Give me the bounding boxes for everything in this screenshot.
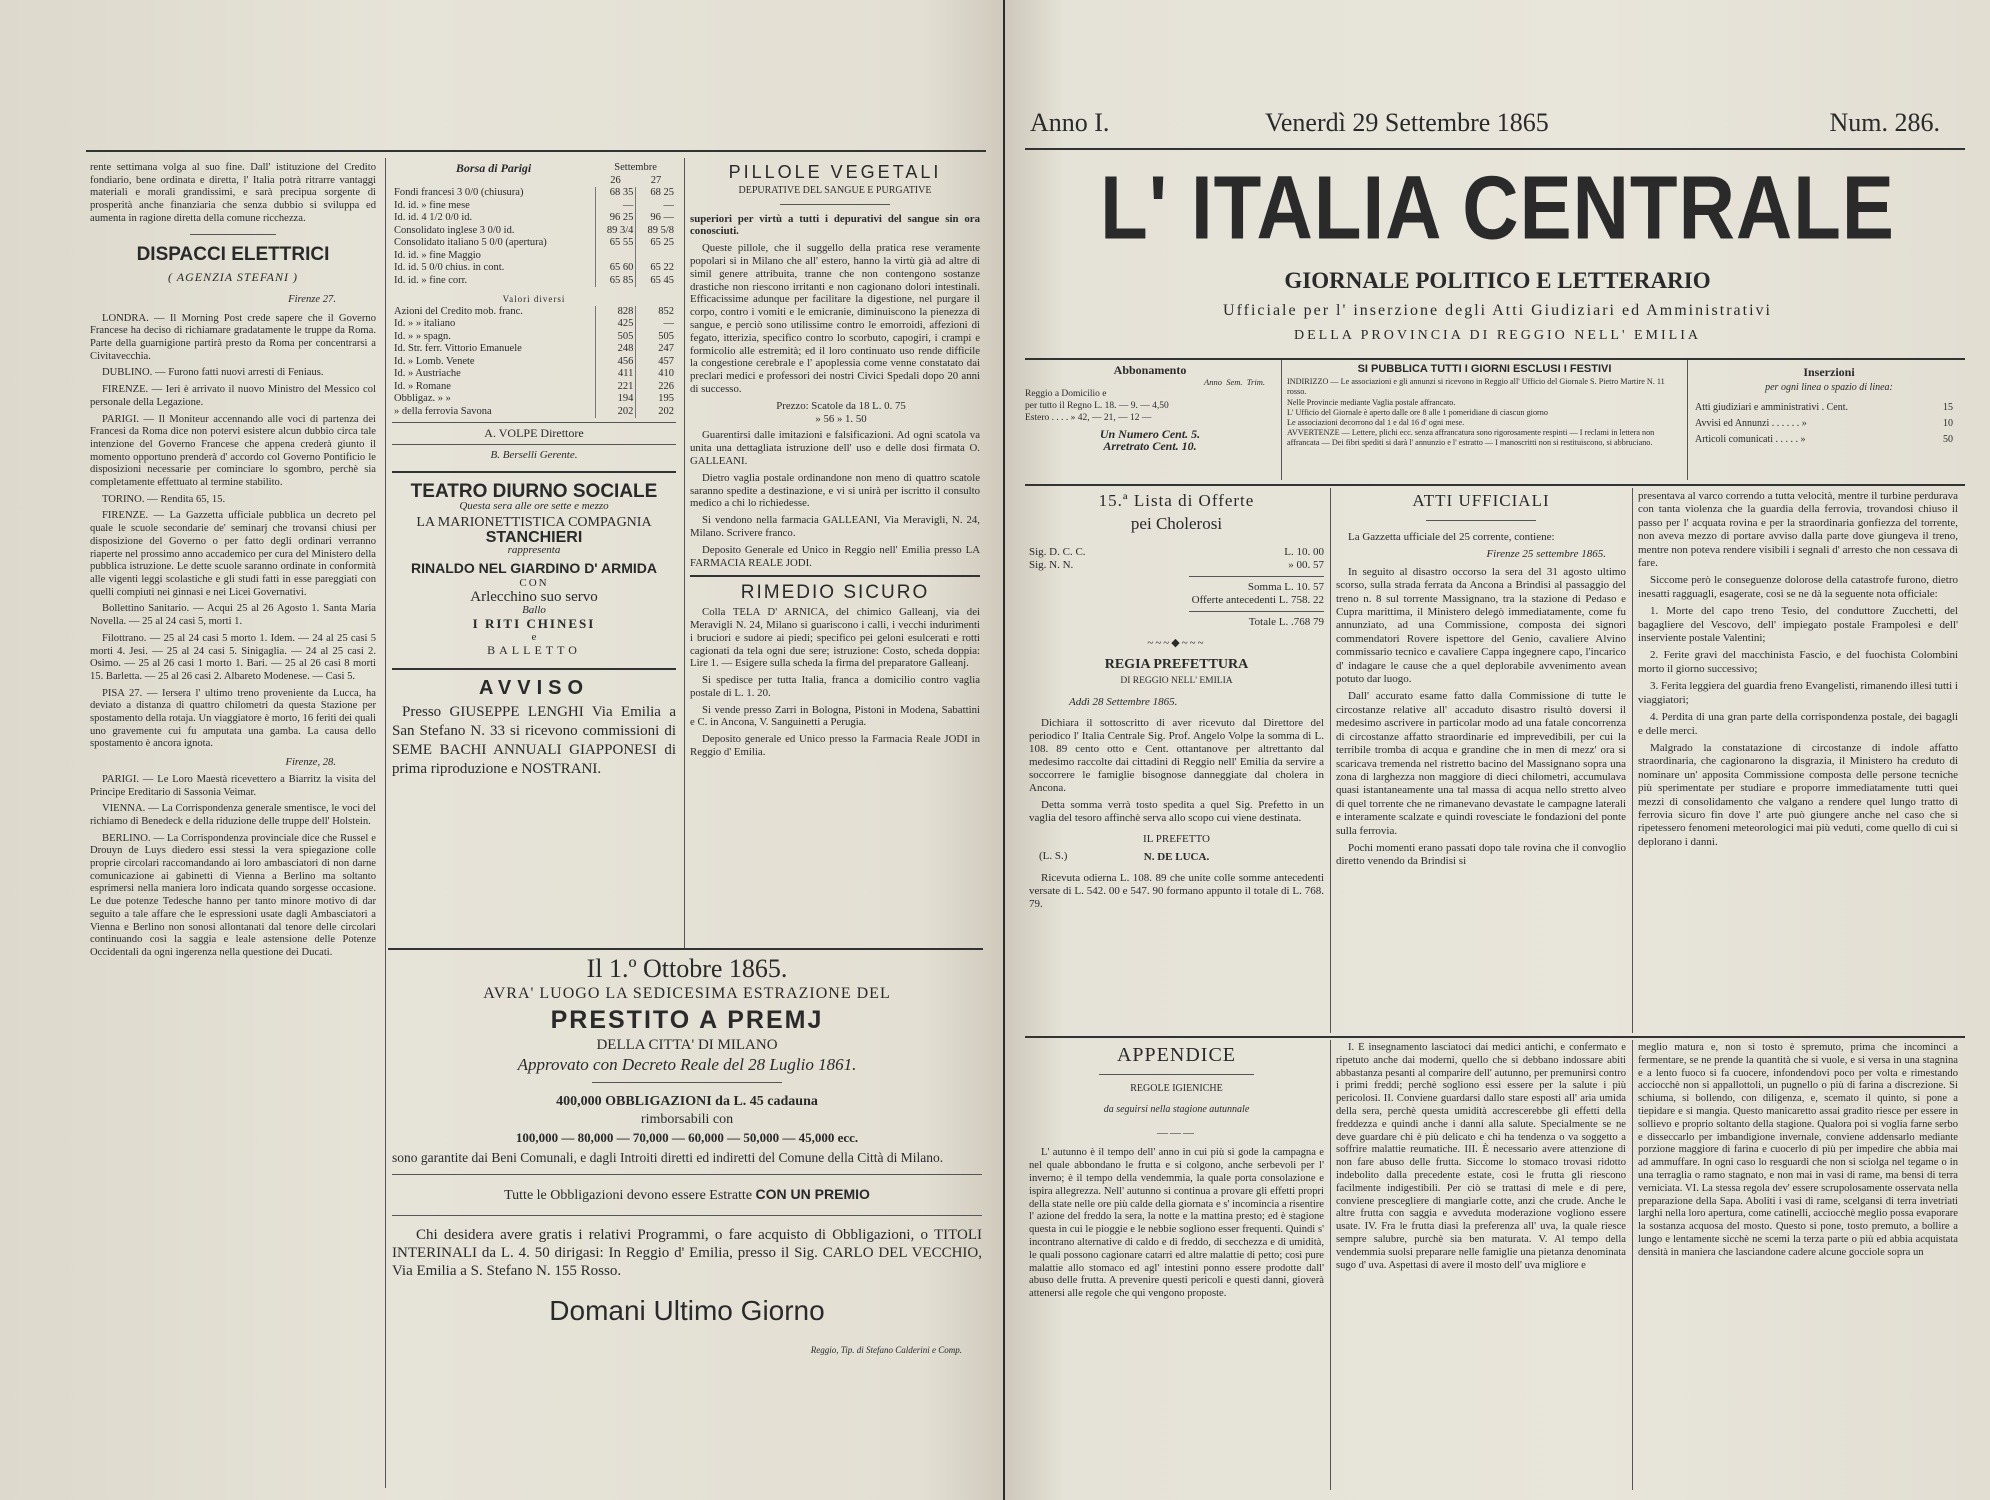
appendice-column-2 (1336, 1042, 1626, 1482)
appendice-title: APPENDICE (1116, 1044, 1236, 1066)
right-column-1 (1029, 490, 1324, 1030)
column-divider (385, 158, 386, 1488)
director-line: A. VOLPE Direttore (484, 426, 584, 440)
anno-label: Anno I. (1030, 108, 1110, 137)
rimedio-title: RIMEDIO SICURO (740, 582, 930, 604)
box-divider (1281, 360, 1282, 480)
borsa-row: Id. id. 5 0/0 chius. in cont. 65 60 65 22 (394, 262, 674, 273)
dispaccio-paragraph: PARIGI. — Il Moniteur accennando alle voci di partenza dei Francesi da Roma dice non potervi esistere alcun dubbio circa tale intenzione del Governo Francese che appena crederà giunto il momento opportuno prenderà d' accordo col Governo Pontificio le disposizioni necessarie per cominciare lo sgombro, perchè sia completamente effettuato al termine stabilito. (90, 413, 376, 489)
atti-paragraph: Dall' accurato esame fatto dalla Commissione di tutte le circostanze relative all' accaduto disastro risultò doversi il medesimo ascrivere in particolar modo ad una fatale concorrenza di circostanze affatto straordinarie ed imprevedibili, per cui la terribile tromba di acqua e grandine che in men di mezz' ora si scaricava tremenda nel ristretto bacino del Massignano sopra una zona di larghezza non maggiore di dieci chilometri, accumulava quasi istantaneamente una tal massa di acqua nello stretto alveo di quel torrente che ne rimanevano devastate le campagne laterali e interamente scalzate e quindi rovesciate le fondazioni del ponte sulla ferrovia. (1336, 690, 1626, 837)
atti-continued: 2. Ferite gravi del macchinista Fascio, e del fuochista Colombini morto il giorno successivo; (1638, 649, 1958, 675)
appendice-column-1 (1029, 1042, 1324, 1482)
prestito-premio-bold: CON UN PREMIO (755, 1186, 870, 1202)
prestito-premio-text: Tutte le Obbligazioni devono essere Estratte (504, 1188, 753, 1203)
teatro-e: e (531, 630, 537, 643)
pubblica-line: L' Ufficio del Giornale è aperto dalle ore 8 alle 1 pomeridiane di ciascun giorno (1287, 407, 1548, 417)
pubblica-box (1287, 364, 1682, 482)
dispaccio-paragraph: FIRENZE. — Ieri è arrivato il nuovo Ministro del Messico col personale della Legazione. (90, 384, 376, 408)
masthead-rule (1025, 148, 1965, 150)
appendice-rule (1025, 1036, 1965, 1038)
rimedio-paragraph: Colla TELA D' ARNICA, del chimico Galleanj, via dei Meravigli N. 24, Milano si guariscono i calli, i vecchi indurimenti i bruciori e sudore ai piedi; specifico pei geloni esulcerati e rotti cagionati da tela ogni due sere; istruzione: Costo, scheda doppia: Lire 1. — Esigere sulla scheda la firma del preparatore Galleanj. (690, 606, 980, 670)
lista-row: Sig. N. N. » 00. 57 (1029, 559, 1324, 571)
column-divider (1330, 1040, 1331, 1490)
gerente-line: B. Berselli Gerente. (490, 449, 578, 462)
atti-continued: presentava al varco correndo a tutta velocità, mentre il turbine perdurava con tanta violenza che la guardia della ferrovia, trovandosi chiuso il passo per l' acquata rovina e per la straordinaria gonfiezza del torrente, non aveva mezzo di portare avviso dalla parte dove giungeva il treno, mentre non poteva rendere visibili i segnali d' arresto che non cessava di fare. (1638, 490, 1958, 570)
pillole-paragraph: Queste pillole, che il suggello della pratica rese veramente popolari si in Milano che all' estero, hanno la virtù già ad altre di simil genere attribuita, tranne che non contengono sostanze drastiche non riescono irritanti e non cagionano dolori intestinali. Efficacissime adunque per facilitare la digestione, nel purgare il corpo, contro i vomiti e le emicranie, diminuiscono la pienezza di sangue, e perciò sono utilissime contro le emorroidi, affezioni di fegato, itterizia, specifico contro lo scorbuto, capogiri, i crampi e formicolio alle estremità; ed il loro continuato uso rende difficile la congestione cerebrale e l' apoplessia come venne constatato dai preclari medici e professori dei nostri Civici Spedali dopo 20 anni di successo. (690, 242, 980, 395)
box-divider (1687, 360, 1688, 480)
pubblica-line: AVVERTENZE — Lettere, plichi ecc. senza affrancatura sono rigorosamente respinti — I reclami in lettera non affrancata — Dei fibri spediti si darà l' annunzio e l' estratto — I manoscritti non si restituiscono, si abbruciano. (1287, 428, 1655, 448)
borsa-row: Fondi francesi 3 0/0 (chiusura) 68 35 68 25 (394, 187, 674, 198)
regia-title: REGIA PREFETTURA (1104, 657, 1249, 672)
teatro-con: CON (519, 577, 549, 590)
column-divider (1330, 488, 1331, 1033)
inserzioni-title: Inserzioni (1803, 365, 1855, 379)
borsa-title: Borsa di Parigi (455, 162, 532, 175)
valori-row: Obbligaz. » » 194 195 (394, 393, 674, 404)
abbonamento-title: Abbonamento (1113, 363, 1187, 377)
dispaccio-paragraph: Filottrano. — 25 al 24 casi 5 morto 1. Idem. — 24 al 25 casi 5 morti 4. Jesi. — 25 al 24 casi 5. Sinigaglia. — 24 al 25 casi 2. Osimo. — 25 al 26 casi 1 morto 1. Bari. — 25 al 26 casi 8 morti 15. Barletta. — 25 al 26 casi 2. Albareto Modenese. — Casi 5. (90, 632, 376, 682)
prestito-approved: Approvato con Decreto Reale del 28 Luglio 1861. (517, 1055, 857, 1074)
numero-price: Un Numero Cent. 5. (1099, 427, 1201, 441)
lista-row: Sig. D. C. C. L. 10. 00 (1029, 546, 1324, 558)
teatro-rappresenta: rappresenta (507, 544, 561, 557)
prestito-premi: 100,000 — 80,000 — 70,000 — 60,000 — 50,000 — 45,000 ecc. (515, 1130, 859, 1145)
inserzioni-subtitle: per ogni linea o spazio di linea: (1765, 382, 1893, 393)
teatro-title: TEATRO DIURNO SOCIALE (410, 480, 658, 502)
inserzioni-row: Avvisi ed Annunzi . . . . . . » 10 (1695, 418, 1953, 429)
left-column-3 (690, 162, 980, 942)
right-column-3 (1638, 490, 1958, 1030)
dispaccio-paragraph: VIENNA. — La Corrispondenza generale smentisce, le voci del richiamo di Benedeck e della riduzione delle truppe dell' Holstein. (90, 803, 376, 827)
appendice-paragraph: meglio matura e, non sì tosto è spremuto, prima che incominci a fermentare, se ne prende la quantità che si vuole, e si versa in una stagnina e a lento fuoco si fa cuocere, infondendovi poco per volta e rimestando acciocchè non si appallottoli, un pugnello o più di farina a discrezione. Si schiuma, si bollendo, con diligenza, e, scemato il quinto, si pone a tiepidare e si mangia. Questo manicaretto assai gradito riesce per essere in sollievo e proprio soltanto della stagione. Qualora poi si voglia farne serbo e disseccarlo per imbandigione invernale, conviene addensarlo mediante porzione maggiore di farina e cuocerlo di più per impedire che abbia mai ad ammuffare. In ogni caso lo resguardi che non si sciolga nel tegame o in una terraglia o ramo stagnato, e non mai in vasi di rame, ma bensì di terra verniciata. VI. La stessa regola dev' essere scrupolosamente osservata nella preparazione della Sapa. Aboliti i vasi di rame, scelgansi di terra invetriati larghi nella loro apertura, come catinelli, acciocchè meglio possa evaporare la sostanza acquosa del mosto. Questo si pone, tosto premuto, a bollire a lungo e lentamente sicchè ne scemi la terza parte o più ed abbia acquistata densità in maniera che lasciandone cadere alcune gocciole sopra un (1638, 1042, 1958, 1258)
prefetto-name: N. DE LUCA. (1143, 851, 1210, 863)
valori-row: Id. » Lomb. Venete 456 457 (394, 355, 674, 367)
appendice-subtitle2: da seguirsi nella stagione autunnale (1103, 1103, 1250, 1115)
abbonamento-row: Estero . . . . » 42, — 21, — 12 — (1025, 413, 1152, 423)
prestito-title: PRESTITO A PREMJ (550, 1006, 824, 1034)
atti-paragraph: Pochi momenti erano passati dopo tale rovina che il convoglio diretto venendo da Brindisi si (1336, 841, 1626, 868)
borsa-row: Id. id. » fine mese — — (394, 199, 674, 211)
regia-subtitle: DI REGGIO NELL' EMILIA (1120, 676, 1233, 686)
prestito-top-rule (388, 948, 983, 950)
borsa-row: Id. id. » fine corr. 65 85 65 45 (394, 274, 674, 286)
prestito-ultimo: Domani Ultimo Giorno (549, 1295, 825, 1326)
dispaccio-paragraph: PARIGI. — Le Loro Maestà ricevettero a Biarritz la visita del Principe Ereditario di Sassonia Veimar. (90, 773, 376, 798)
appendice-paragraph: I. È insegnamento lasciatoci dai medici antichi, e confermato e ripetuto anche dai moderni, quello che si debbano indossare abiti abbastanza pesanti al comparire dell' autunno, per premunirsi contro i primi freddi; perchè sogliono essi essere per la salute i più pericolosi. II. Conviene guardarsi dallo stare esposti all' aria umida della sera, perchè questa umidità accrescerebbe gli effetti della freddezza e quindi anche i danni alla salute. Specialmente se ne deve guardare chi è più delicato e chi ha tendenza o va soggetto a soffrire malattie reumatiche. III. È necessario avere attenzione di non fare abuso delle frutta. Siccome lo stomaco trovasi ridotto indebolito dalla precedente estate, così le frutta gli riescono facilmente indigestibili. Per ciò se trattasi di mele e di pere, conviene prescegliere di mangiarle cotte, anzi che crude. Anche le altre frutta con saggia e avveduta moderazione vogliono essere usate. IV. Fra le frutta diasi la preferenza all' uva, la quale riesce sempre salubre, purchè sia ben maturata. V. Al tempo della vendemmia suolsi preparare nelle famiglie una pietanza denominata sugo d' uva. Aspettasi di avere il mosto dell' uva migliore e (1336, 1042, 1626, 1271)
prestito-date: Il 1.º Ottobre 1865. (586, 954, 788, 983)
lista-antecedenti: Offerte antecedenti L. 758. 22 (1191, 594, 1324, 606)
lista-subtitle: pei Cholerosi (1130, 514, 1223, 533)
teatro-balletto: BALLETTO (487, 643, 581, 658)
ls-label: (L. S.) (1039, 850, 1068, 862)
rimedio-paragraph: Si spedisce per tutta Italia, franca a domicilio contro vaglia postale di L. 1. 20. (690, 674, 980, 699)
rimedio-paragraph: Deposito generale ed Unico presso la Farmacia Reale JODI in Reggio d' Emilia. (690, 733, 980, 759)
borsa-table (392, 162, 676, 418)
abbonamento-row: per tutto il Regno L. 18. — 9. — 4,50 (1025, 401, 1169, 411)
dispaccio-paragraph: BERLINO. — La Corrispondenza provinciale dice che Russel e Drouyn de Luys diedero essi stessi la vera spiegazione colle proprie circolari raccomandando ai loro ambasciatori di non darne comunicazione ai gabinetti di Vienna a Berlino ma soltanto esprimersi nella maniera loro indicata quando sorgesse occasione. Le due potenze Tedesche hanno per tanto minore motivo di dar seguito a tale affare che le espressioni usate dagli Ambasciatori a Vienna e Berlino non sonosi allontanati dal tenore delle circolari continuando così la saggia e leale astensione delle Potenze Occidentali da ogni ingerenza nella questione dei Ducati. (90, 832, 376, 958)
column-divider (1632, 1040, 1633, 1490)
inserzioni-row: Articoli comunicati . . . . . » 50 (1695, 434, 1953, 445)
atti-continued: Siccome però le conseguenze dolorose della catastrofe furono, dietro inesatti ragguagli, esagerate, così se ne dà la seguente nota officiale: (1638, 574, 1958, 600)
pillole-title: PILLOLE VEGETALI (728, 162, 942, 182)
right-column-2 (1336, 490, 1626, 1030)
right-page (1005, 0, 1990, 1500)
inserzioni-row: Atti giudiziari e amministrativi . Cent. 15 (1695, 402, 1953, 413)
intro-paragraph: rente settimana volga al suo fine. Dall' istituzione del Credito fondiario, bene ordinata e diretta, l' Italia potrà ritrarre vantaggi materiali e morali grandissimi, e sarà precipua sorgente di prosperità anche finanziaria che senza dubbio si sviluppa ed aumenta in ragione diretta della comune ricchezza. (90, 162, 376, 224)
regia-paragraph: Detta somma verrà tosto spedita a quel Sig. Prefetto in un vaglia del tesoro affinchè serva allo scopo cui viene destinata. (1029, 799, 1324, 824)
teatro-name: STANCHIERI (485, 529, 583, 547)
atti-continued: 3. Ferita leggiera del guardia freno Evangelisti, rimanendo illesi tutti i viaggiatori; (1638, 680, 1958, 706)
borsa-day: 27 (650, 174, 662, 186)
avviso-title: AVVISO (478, 676, 590, 699)
pillole-paragraph: Deposito Generale ed Unico in Reggio nell' Emilia presso LA FARMACIA REALE JODI. (690, 543, 980, 569)
abbonamento-headers: Anno Sem. Trim. (1204, 377, 1265, 387)
regia-date: Addì 28 Settembre 1865. (1069, 696, 1178, 708)
atti-continued: 4. Perdita di una gran parte della corrispondenza postale, dei bagagli e delle merci. (1638, 711, 1958, 737)
pubblica-line: INDIRIZZO — Le associazioni e gli annunzi si ricevono in Reggio all' Ufficio del Giornale S. Pietro Martire N. 11 rosso. (1287, 377, 1665, 397)
appendice-paragraph: L' autunno è il tempo dell' anno in cui più si gode la campagna e nel quale abbondano le frutta e si colgono, anche serbevoli per l' inverno; è il tempo della vendemmia, la quale porta consolazione e ispira allegrezza. Nell' autunno si continua a provare gli effetti propri della state nelle ore più calde della giornata e s' incomincia a risentire l' azione del freddo la sera, la notte e la mattina presto; ed è stagione questa in cui le pioggie e le nebbie sogliono esser frequenti. Quindi s' incontrano alternative di caldo e di freddo, di secchezza e di umidità, le quali possono cagionare catarri ed altre malattie di petto; così pure malattie allo stomaco ed agl' intestini ponno essere prodotte dall' abuso delle frutta. A prevenire questi pericoli e questi danni, gioverà attenersi alle regole che qui vengono proposte. (1029, 1147, 1324, 1300)
issue-number: Num. 286. (1829, 108, 1940, 137)
borsa-row: Id. id. » fine Maggio (392, 250, 676, 263)
abbonamento-box (1025, 364, 1275, 482)
valori-row: Id. » » italiano 425 — (394, 318, 674, 329)
inserzioni-box (1695, 364, 1963, 482)
pubblica-title: SI PUBBLICA TUTTI I GIORNI ESCLUSI I FESTIVI (1357, 364, 1612, 375)
pillole-price: Prezzo: Scatole da 18 L. 0. 75 (776, 399, 906, 412)
left-column-1 (90, 162, 376, 1482)
dateline-1: Firenze 27. (288, 293, 336, 305)
atti-continued: 1. Morte del capo treno Tesio, del conduttore Zucchetti, del bagagliere del Vescovo, dell' impiegato postale Frampolesi e dell' inserviente postale Valentini; (1638, 605, 1958, 645)
teatro-subtitle: Questa sera alle ore sette e mezzo (459, 500, 609, 513)
newspaper-subtitle: GIORNALE POLITICO E LETTERARIO (1284, 268, 1711, 293)
prestito-info: Chi desidera avere gratis i relativi Programmi, o fare acquisto di Obbligazioni, o TITOLI INTERINALI da L. 4. 50 dirigasi: In Reggio d' Emilia, presso il Sig. CARLO DEL VECCHIO, Via Emilia a S. Stefano N. 155 Rosso. (392, 1227, 982, 1279)
regia-paragraph: Dichiara il sottoscritto di aver ricevuto dal Direttore del periodico l' Italia Centrale Sig. Prof. Angelo Volpe la somma di L. 108. 89 cento otto e Cent. ottantanove per altrettanto dal medesimo raccolte dai cittadini di Reggio nell' Emilia da servire a soccorrere le famiglie bisognose danneggiate dal cholera in Ancona. (1029, 717, 1324, 794)
ornament-divider: ——— (1157, 1126, 1196, 1139)
dispaccio-paragraph: PISA 27. — Iersera l' ultimo treno proveniente da Lucca, ha deviato a distanza di quattro chilometri da questa Stazione per spostamento della rotaja. Un viaggiatore è morto, 16 feriti dei quali uno gravemente cui fu amputata una gamba. La causa dello spostamento è ancora ignota. (90, 687, 376, 750)
valori-row: Id. » » spagn. 505 505 (394, 330, 674, 342)
pillole-paragraph: Guarentirsi dalle imitazioni e falsificazioni. Ad ogni scatola va unita una dettagliata istruzione dell' uso e delle dosi firmata O. GALLEANI. (690, 429, 980, 467)
top-rule-left (86, 150, 986, 152)
newspaper-title: L' ITALIA CENTRALE (1100, 156, 1895, 258)
atti-continued: Malgrado la constatazione di circostanze di indole affatto straordinaria, che cagionarono la disgrazia, il Ministero ha creduto di nominare un' apposita Commissione composta delle persone tecniche più sperimentate per studiare e proporre immediatamente tutti quei mezzi di consolidamento che valgano a rendere quel lungo tratto di ferrovia sicuro fin dove l' arte può giungere anche nel caso che si ripetessero fenomeni meteorologici mai più veduti, come quello di cui si deplorano i danni. (1638, 741, 1958, 848)
lista-title: 15.ª Lista di Offerte (1098, 491, 1255, 510)
teatro-riti: I RITI CHINESI (472, 616, 596, 632)
arretrato-price: Arretrato Cent. 10. (1103, 439, 1197, 453)
column-divider (1632, 488, 1633, 1033)
left-column-2 (392, 162, 676, 942)
teatro-company: LA MARIONETTISTICA COMPAGNIA (416, 514, 652, 530)
pillole-paragraph: Si vendono nella farmacia GALLEANI, Via Meravigli, N. 24, Milano. Scrivere franco. (690, 514, 980, 539)
valori-row: » della ferrovia Savona 202 202 (394, 405, 674, 417)
dispaccio-paragraph: DUBLINO. — Furono fatti nuovi arresti di Feniaus. (102, 367, 324, 379)
dispaccio-paragraph: LONDRA. — Il Morning Post crede sapere che il Governo Francese ha deciso di richiamare gradatamente le truppe da Roma. Parte della guarnigione partirà presto da Roma per concentrarsi a Civitavecchia. (90, 312, 376, 362)
valori-row: Id. » Austriache 411 410 (394, 368, 674, 379)
pillole-paragraph: Dietro vaglia postale ordinandone non meno di quattro scatole saranno spedite a destinazione, e vi si unirà per iscritto il consulto medico a chi lo richiedesse. (690, 471, 980, 510)
dispacci-title: DISPACCI ELETTRICI (136, 243, 330, 265)
ornament-divider: ~~~◆~~~ (1147, 637, 1206, 649)
valori-title: Valori diversi (502, 294, 566, 304)
prestito-obbligazioni: 400,000 OBBLIGAZIONI da L. 45 cadauna (556, 1094, 818, 1109)
teatro-play: RINALDO NEL GIARDINO D' ARMIDA (411, 559, 657, 576)
issue-date: Venerdì 29 Settembre 1865 (1265, 108, 1549, 137)
valori-row: Id. » Romane 221 226 (394, 380, 674, 392)
teatro-ballo: Ballo (522, 604, 546, 617)
prestito-line1: AVRA' LUOGO LA SEDICESIMA ESTRAZIONE DEL (483, 985, 891, 1002)
tipografia: Reggio, Tip. di Stefano Calderini e Comp. (810, 1345, 962, 1355)
lista-totale: Totale L. .768 79 (1248, 616, 1324, 628)
masthead-row (1025, 108, 1960, 144)
appendice-column-3 (1638, 1042, 1958, 1482)
pillole-price: » 56 » 1. 50 (815, 412, 867, 425)
dispaccio-paragraph: FIRENZE. — La Gazzetta ufficiale pubblica un decreto pel quale le scuole secondarie de' seminarj che trovansi chiusi per disposizione del Governo o per fatto degli ordinari verranno riaperte nel prossimo anno accademico per cura del Ministero della pubblica istruzione. Le dette scuole saranno ordinate in conformità alle vigenti leggi scolastiche e gli studi fatti in esse pareggiati con quelli compiuti nei ginnasi e nei Licei Governativi. (90, 510, 376, 598)
pubblica-line: Le associazioni decorrono dal 1 e dal 16 d' ogni mese. (1287, 418, 1465, 428)
atti-title: ATTI UFFICIALI (1412, 491, 1550, 510)
teatro-ad (392, 480, 676, 658)
prestito-city: DELLA CITTA' DI MILANO (596, 1037, 778, 1053)
info-boxes (1025, 358, 1965, 486)
prefetto-label: IL PREFETTO (1143, 833, 1210, 845)
atti-dateline: Firenze 25 settembre 1865. (1486, 548, 1606, 561)
teatro-arlecchino: Arlecchino suo servo (470, 588, 598, 605)
dispaccio-paragraph: Bollettino Sanitario. — Acqui 25 al 26 Agosto 1. Santa Maria Novella. — 25 al 24 casi 5, morti 1. (90, 603, 376, 628)
atti-paragraph: La Gazzetta ufficiale del 25 corrente, contiene: (1348, 531, 1555, 543)
pubblica-line: Nelle Provincie mediante Vaglia postale affrancato. (1287, 397, 1456, 407)
prestito-premio-line (392, 1185, 982, 1205)
lista-somma: Somma L. 10. 57 (1247, 581, 1324, 593)
abbonamento-row: Reggio a Domicilio e (1025, 389, 1107, 399)
ricevuta-paragraph: Ricevuta odierna L. 108. 89 che unite colle somme antecedenti versate di L. 542. 00 e 547. 90 formano appunto il totale di L. 768. 79. (1029, 872, 1324, 910)
borsa-month: Settembre (614, 162, 657, 173)
pillole-lead: superiori per virtù a tutti i depurativi del sangue sin ora conosciuti. (690, 212, 980, 238)
prestito-ad (392, 954, 982, 1484)
avviso-text: Presso GIUSEPPE LENGHI Via Emilia a San Stefano N. 33 si ricevono commissioni di SEME BACHI ANNUALI GIAPPONESI di prima riproduzione e NOSTRANI. (392, 704, 676, 778)
borsa-row: Id. id. 4 1/2 0/0 id. 96 25 96 — (394, 212, 674, 223)
valori-row: Azioni del Credito mob. franc. 828 852 (394, 305, 674, 317)
dispacci-subtitle: ( AGENZIA STEFANI ) (167, 270, 298, 285)
borsa-row: Consolidato italiano 5 0/0 (apertura) 65 55 65 25 (394, 237, 674, 248)
borsa-row: Consolidato inglese 3 0/0 id. 89 3/4 89 5/8 (394, 224, 674, 236)
tagline-2: DELLA PROVINCIA DI REGGIO NELL' EMILIA (1294, 328, 1701, 343)
dispaccio-paragraph: TORINO. — Rendita 65, 15. (102, 493, 226, 505)
column-divider (684, 158, 685, 948)
pillole-subtitle: DEPURATIVE DEL SANGUE E PURGATIVE (738, 184, 932, 196)
valori-row: Id. Str. ferr. Vittorio Emanuele 248 247 (394, 343, 674, 354)
dateline-2: Firenze, 28. (285, 757, 336, 769)
tagline-1: Ufficiale per l' inserzione degli Atti Giudiziari ed Amministrativi (1223, 302, 1772, 319)
prestito-guarantee: sono garantite dai Beni Comunali, e dagli Introiti diretti ed indiretti del Comune della Città di Milano. (392, 1150, 944, 1165)
appendice-subtitle: REGOLE IGIENICHE (1130, 1083, 1223, 1094)
rimedio-paragraph: Si vende presso Zarri in Bologna, Pistoni in Modena, Sabattini e C. in Ancona, V. Sanguinetti a Perugia. (690, 703, 980, 729)
atti-paragraph: In seguito al disastro occorso la sera del 31 agosto ultimo scorso, sulla strada ferrata da Ancona a Brindisi al passaggio del treno n. 8 sul torrente Massignano, tra la stazione di Pedaso e Cupra marittima, il Ministero delegò immediatamente, come fu annunziato, ad una Commissione, composta dei signori commendatori Rovere ispettore del Genio, cavaliere Alvino commissario tecnico e cavaliere Cappa ingegnere capo, l'incarico d' indagare le cause che a quel deplorabile avvenimento avean potuto dar luogo. (1336, 565, 1626, 686)
borsa-day: 26 (610, 174, 621, 186)
prestito-rimborsabili: rimborsabili con (640, 1112, 734, 1127)
